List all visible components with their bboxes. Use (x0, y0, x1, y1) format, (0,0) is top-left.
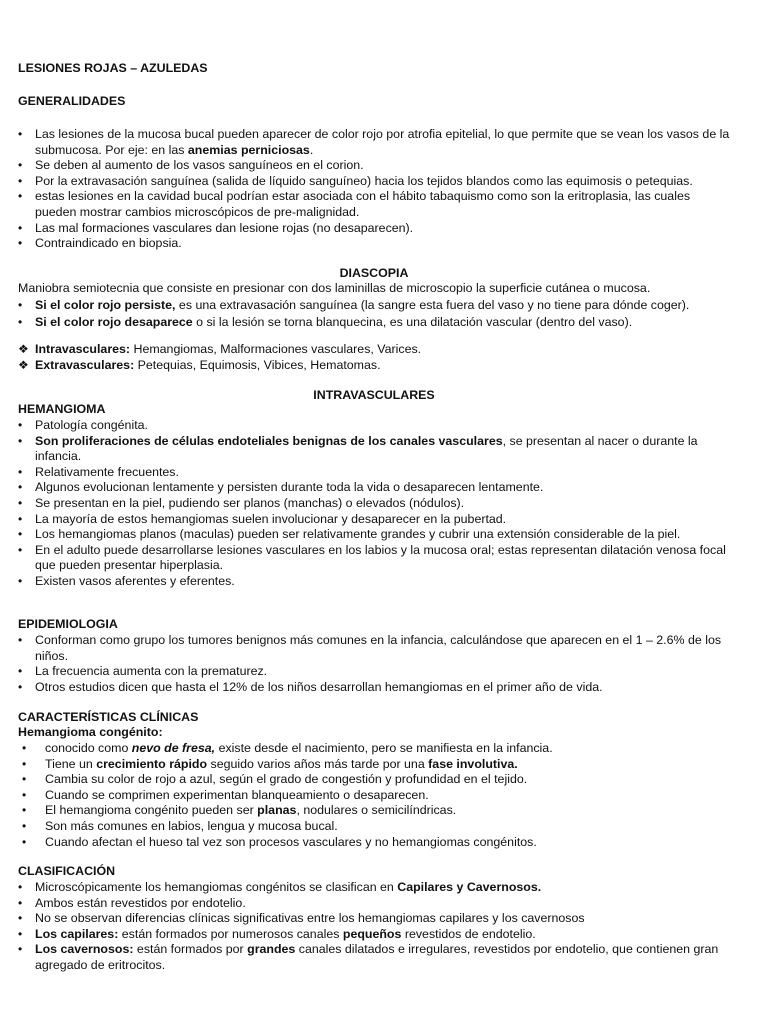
list-item (18, 788, 730, 804)
bold-text: anemias perniciosas (187, 142, 310, 157)
item-text: están formados por (133, 942, 248, 957)
list-item (18, 741, 730, 757)
list-item (18, 664, 730, 680)
list-item (18, 927, 730, 943)
bullet-icon: • (18, 542, 23, 557)
item-text: Cuando se comprimen experimentan blanqueamiento o desaparecen. (45, 787, 429, 802)
bold-text: fase involutiva. (428, 756, 518, 771)
item-text: Microscópicamente los hemangiomas congénitos se clasifican en (35, 880, 398, 894)
bullet-icon: • (18, 911, 23, 926)
list-item (18, 803, 730, 819)
heading-clasificacion: CLASIFICACIÓN (18, 864, 116, 878)
item-text: Petequias, Equimosis, Vibices, Hematomas. (134, 357, 381, 372)
list-item (18, 496, 730, 512)
list-item (18, 574, 730, 590)
item-text: En el adulto puede desarrollarse lesiones vasculares en los labios y la mucosa oral; estas representan dilatación venosa focal que pueden presentar hiperplasia. (35, 542, 726, 573)
list-item (18, 896, 730, 912)
bullet-icon: • (18, 880, 23, 894)
bullet-icon: • (18, 633, 23, 647)
list-item (18, 418, 730, 434)
item-text: existe desde el nacimiento, pero se manifiesta en la infancia. (215, 741, 553, 755)
list-item (18, 942, 730, 973)
heading-epidemiologia: EPIDEMIOLOGIA (18, 617, 118, 631)
bullet-icon: • (18, 173, 23, 188)
list-epidemiologia (18, 633, 730, 695)
item-text: Los hemangiomas planos (maculas) pueden ser relativamente grandes y cubrir una extensión considerable de la piel. (35, 527, 681, 542)
bold-text: Extravasculares: (35, 357, 135, 372)
item-text: o si la lesión se torna blanquecina, es una dilatación vascular (dentro del vaso). (192, 315, 633, 329)
item-text: No se observan diferencias clínicas significativas entre los hemangiomas capilares y los cavernosos (35, 911, 585, 926)
list-item (18, 465, 730, 481)
item-text: Son más comunes en labios, lengua y mucosa bucal. (45, 818, 338, 833)
bullet-icon: • (22, 818, 27, 833)
item-text: Relativamente frecuentes. (35, 464, 179, 479)
item-text: revestidos de endotelio. (401, 926, 536, 941)
list-item (18, 757, 730, 773)
list-item (18, 772, 730, 788)
bullet-icon: • (18, 464, 23, 479)
bullet-icon: • (18, 527, 23, 542)
bullet-icon: • (22, 741, 27, 755)
bold-text: Si el color rojo persiste, (35, 298, 176, 312)
heading-caracteristicas: CARACTERÍSTICAS CLÍNICAS (18, 710, 199, 724)
heading-hemangioma: HEMANGIOMA (18, 402, 106, 416)
item-text: La frecuencia aumenta con la prematurez. (35, 664, 268, 679)
list-item (18, 236, 730, 252)
item-text: , nodulares o semicilíndricas. (296, 803, 457, 818)
diamond-bullet-icon: ❖ (18, 342, 29, 356)
list-item (18, 297, 730, 314)
list-item (18, 819, 730, 835)
diamond-bullet-icon: ❖ (18, 357, 29, 372)
item-text: Algunos evolucionan lentamente y persisten durante toda la vida o desaparecen lentamente. (35, 480, 544, 495)
bullet-icon: • (18, 298, 23, 312)
bullet-icon: • (18, 895, 23, 910)
list-item (18, 158, 730, 174)
item-text: Conforman como grupo los tumores benignos más comunes en la infancia, calculándose que aparecen en el 1 – 2.6% de los niños. (35, 633, 722, 663)
bold-text (132, 741, 215, 755)
item-text: estas lesiones en la cavidad bucal podrían estar asociada con el hábito tabaquismo como son la eritroplasia, las cuales pueden mostrar cambios microscópicos de pre-malignidad. (35, 189, 691, 219)
document-title: LESIONES ROJAS – AZULEDAS (18, 61, 208, 75)
heading-intravasculares: INTRAVASCULARES (313, 388, 435, 402)
item-text: Contraindicado en biopsia. (35, 236, 182, 251)
item-text: Existen vasos aferentes y eferentes. (35, 573, 235, 588)
bullet-icon: • (18, 315, 23, 329)
item-text: Cambia su color de rojo a azul, según el grado de congestión y profundidad en el tejido. (45, 772, 528, 787)
item-text: Otros estudios dicen que hasta el 12% de los niños desarrollan hemangiomas en el primer año de vida. (35, 679, 603, 694)
item-text: Hemangiomas, Malformaciones vasculares, Varices. (130, 342, 422, 356)
item-text: canales dilatados e irregulares, revestidos por endotelio, que contienen gran agregado de eritrocitos. (35, 942, 719, 972)
list-item (18, 680, 730, 696)
emphasis-text: nevo de fresa, (131, 741, 216, 755)
list-item (18, 189, 730, 220)
list-item (18, 314, 730, 331)
item-text: El hemangioma congénito pueden ser (45, 803, 258, 818)
item-text: Tiene un (45, 756, 97, 771)
bullet-icon: • (18, 418, 23, 432)
list-item (18, 480, 730, 496)
bold-text: Los capilares: (35, 926, 119, 941)
bullet-icon: • (18, 236, 23, 251)
bullet-icon: • (18, 220, 23, 235)
bold-text: planas (257, 803, 297, 818)
bullet-icon: • (18, 189, 23, 204)
bullet-icon: • (22, 803, 27, 818)
list-caracteristicas (18, 741, 730, 850)
bold-text: Intravasculares: (35, 342, 131, 356)
bullet-icon: • (22, 756, 27, 771)
list-item (18, 342, 730, 358)
item-text: Las lesiones de la mucosa bucal pueden aparecer de color rojo por atrofia epitelial, lo que permite que se vean los vasos de la submucosa. Por eje: en las (35, 127, 730, 157)
bullet-icon: • (22, 834, 27, 849)
bullet-icon: • (18, 495, 23, 510)
list-generalidades (18, 127, 730, 252)
bold-text: Son proliferaciones de células endoteliales benignas de los canales vasculares (35, 433, 503, 448)
bullet-icon: • (18, 942, 23, 957)
heading-generalidades: GENERALIDADES (18, 94, 126, 108)
item-text: Ambos están revestidos por endotelio. (35, 895, 246, 910)
list-item (18, 835, 730, 851)
item-text: Se presentan en la piel, pudiendo ser planos (manchas) o elevados (nódulos). (35, 495, 465, 510)
list-item (18, 221, 730, 237)
bold-text: crecimiento rápido (96, 756, 208, 771)
item-text: seguido varios años más tarde por una (207, 756, 429, 771)
bullet-icon: • (18, 127, 23, 141)
heading-diascopia: DIASCOPIA (339, 266, 409, 280)
list-item (18, 543, 730, 574)
list-item (18, 880, 730, 896)
item-text: es una extravasación sanguínea (la sangre esta fuera del vaso y no tiene para dónde coger). (175, 298, 690, 312)
item-text: están formados por numerosos canales (118, 926, 343, 941)
list-hemangioma (18, 418, 730, 590)
item-text: Cuando afectan el hueso tal vez son procesos vasculares y no hemangiomas congénitos. (45, 834, 537, 849)
bullet-icon: • (18, 158, 23, 173)
list-item (18, 434, 730, 465)
item-text: La mayoría de estos hemangiomas suelen involucionar y desaparecer en la pubertad. (35, 511, 507, 526)
diascopia-intro: Maniobra semiotecnia que consiste en presionar con dos laminillas de microscopio la superficie cutánea o mucosa. (18, 281, 651, 295)
item-text: Por la extravasación sanguínea (salida de líquido sanguíneo) hacia los tejidos blandos como las equimosis o petequias. (35, 173, 693, 188)
bullet-icon: • (22, 787, 27, 802)
list-item (18, 512, 730, 528)
bullet-icon: • (18, 511, 23, 526)
list-item (18, 911, 730, 927)
bullet-icon: • (18, 433, 23, 448)
item-text: Las mal formaciones vasculares dan lesione rojas (no desaparecen). (35, 220, 414, 235)
item-text: conocido como (45, 741, 132, 755)
list-clasificacion (18, 880, 730, 974)
bullet-icon: • (18, 926, 23, 941)
bullet-icon: • (18, 679, 23, 694)
list-item (18, 174, 730, 190)
item-text: Se deben al aumento de los vasos sanguíneos en el corion. (35, 158, 364, 173)
list-vascular-types (18, 342, 730, 373)
list-item (18, 527, 730, 543)
subheading-hemangioma-congenito: Hemangioma congénito: (18, 725, 163, 739)
bullet-icon: • (18, 480, 23, 495)
bold-text: Si el color rojo desaparece (35, 315, 193, 329)
bold-text: grandes (247, 942, 296, 957)
bold-text: Los cavernosos: (35, 942, 134, 957)
bullet-icon: • (22, 772, 27, 787)
bullet-icon: • (18, 664, 23, 679)
bullet-icon: • (18, 573, 23, 588)
item-text: . (309, 142, 314, 157)
list-item (18, 633, 730, 664)
item-text: Patología congénita. (35, 418, 148, 432)
bold-text: Capilares y Cavernosos. (397, 880, 542, 894)
list-item (18, 127, 730, 158)
bold-text: pequeños (342, 926, 402, 941)
list-item (18, 358, 730, 374)
list-diascopia (18, 297, 730, 331)
item-text: , se presentan al nacer o durante la infancia. (35, 433, 698, 464)
